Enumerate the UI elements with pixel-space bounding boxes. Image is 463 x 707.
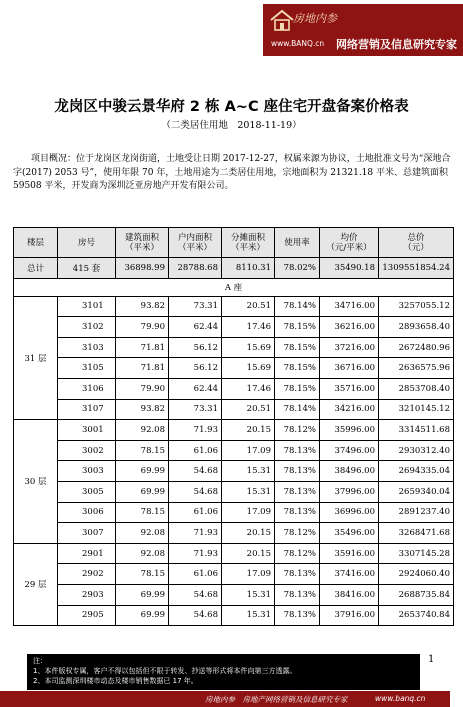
- column-header: 楼层: [14, 228, 58, 258]
- table-cell: 79.90: [116, 317, 169, 338]
- table-row: [14, 358, 454, 379]
- table-cell: 2688735.84: [379, 584, 454, 605]
- page-subtitle: （二类居住用地 2018-11-19）: [161, 120, 302, 131]
- table-cell: 73.31: [169, 296, 222, 317]
- table-cell: 78.13%: [275, 481, 320, 502]
- table-cell: 92.08: [116, 420, 169, 441]
- table-row: [14, 584, 454, 605]
- table-cell: 2636575.96: [379, 358, 454, 379]
- table-cell: 37996.00: [320, 481, 379, 502]
- table-row: [14, 420, 454, 441]
- table-cell: 69.99: [116, 584, 169, 605]
- banner-brand: 房地内参: [293, 12, 337, 25]
- table-cell: 78.12%: [275, 420, 320, 441]
- table-cell: 2891237.40: [379, 502, 454, 523]
- table-cell: 78.13%: [275, 584, 320, 605]
- table-cell: 62.44: [169, 317, 222, 338]
- table-cell: 93.82: [116, 296, 169, 317]
- table-cell: 78.12%: [275, 523, 320, 544]
- table-cell: 2930312.40: [379, 440, 454, 461]
- table-row: [14, 605, 454, 626]
- table-cell: 73.31: [169, 399, 222, 420]
- table-cell: 71.93: [169, 523, 222, 544]
- project-overview: [13, 153, 451, 194]
- table-cell: 36716.00: [320, 358, 379, 379]
- total-row: [14, 258, 454, 279]
- table-cell: 78.14%: [275, 399, 320, 420]
- table-cell: 3102: [58, 317, 116, 338]
- table-cell: 415 套: [58, 258, 116, 279]
- table-cell: 78.13%: [275, 502, 320, 523]
- table-cell: 3105: [58, 358, 116, 379]
- table-cell: 2672480.96: [379, 337, 454, 358]
- table-row: [14, 523, 454, 544]
- table-cell: 15.69: [222, 358, 275, 379]
- table-cell: 35496.00: [320, 523, 379, 544]
- table-cell: 56.12: [169, 337, 222, 358]
- column-header: 建筑面积 （平米）: [116, 228, 169, 258]
- table-cell: 2659340.04: [379, 481, 454, 502]
- table-cell: 2901: [58, 543, 116, 564]
- note-line: 1、本件版权专属，客户不得以包括但不限于转发、抄送等形式将本件向第三方透露。: [33, 667, 297, 675]
- table-cell: 3005: [58, 481, 116, 502]
- table-cell: 54.68: [169, 481, 222, 502]
- overview-text: 项目概况：位于龙岗区龙岗街道，土地受让日期 2017-12-27，权属来源为协议，土地批准文号为“深地合字(2017) 2053 号”，使用年限 70 年，土地用途为二类居住用地，宗地面积为 21321.18 平米、总建筑面积 59508 平米，开发商为深圳泛亚房地产开发有限公司。: [13, 154, 451, 191]
- notes-title: 注：: [33, 657, 47, 665]
- table-cell: 35716.00: [320, 378, 379, 399]
- table-cell: 15.31: [222, 605, 275, 626]
- footer-bar: [0, 691, 450, 707]
- table-cell: 1309551854.24: [379, 258, 454, 279]
- column-header: 使用率: [275, 228, 320, 258]
- table-cell: 61.06: [169, 564, 222, 585]
- table-cell: 3268471.68: [379, 523, 454, 544]
- table-cell: 92.08: [116, 523, 169, 544]
- table-cell: 17.46: [222, 317, 275, 338]
- table-cell: 78.13%: [275, 440, 320, 461]
- table-cell: 78.02%: [275, 258, 320, 279]
- column-header: 户内面积 （平米）: [169, 228, 222, 258]
- table-cell: 2903: [58, 584, 116, 605]
- table-cell: 78.13%: [275, 564, 320, 585]
- table-cell: 78.15: [116, 564, 169, 585]
- table-cell: 36898.99: [116, 258, 169, 279]
- table-cell: 36216.00: [320, 317, 379, 338]
- table-cell: 61.06: [169, 440, 222, 461]
- table-cell: 37496.00: [320, 440, 379, 461]
- table-cell: 69.99: [116, 605, 169, 626]
- table-cell: 54.68: [169, 461, 222, 482]
- table-cell: 61.06: [169, 502, 222, 523]
- table-row: [14, 337, 454, 358]
- table-cell: 3007: [58, 523, 116, 544]
- floor-cell: 29 层: [14, 543, 58, 625]
- table-cell: 15.31: [222, 461, 275, 482]
- footer-brand: 房地内参 房地产网络营销及信息研究专家: [205, 695, 348, 704]
- table-cell: 78.12%: [275, 543, 320, 564]
- table-cell: 71.81: [116, 337, 169, 358]
- floor-cell: 31 层: [14, 296, 58, 420]
- table-cell: 54.68: [169, 605, 222, 626]
- table-cell: 69.99: [116, 481, 169, 502]
- banner-slogan: 网络营销及信息研究专家: [336, 38, 457, 51]
- page-number: 1: [428, 654, 435, 665]
- table-cell: 8110.31: [222, 258, 275, 279]
- brand-banner: [263, 4, 463, 56]
- table-header-row: [14, 228, 454, 258]
- table-row: [14, 378, 454, 399]
- table-cell: 2924060.40: [379, 564, 454, 585]
- table-cell: 93.82: [116, 399, 169, 420]
- table-cell: 37216.00: [320, 337, 379, 358]
- table-cell: 35996.00: [320, 420, 379, 441]
- table-row: [14, 502, 454, 523]
- table-cell: 78.15%: [275, 358, 320, 379]
- table-cell: 3103: [58, 337, 116, 358]
- table-cell: 56.12: [169, 358, 222, 379]
- table-cell: 17.09: [222, 564, 275, 585]
- house-logo-icon: [269, 9, 295, 31]
- table-cell: 35916.00: [320, 543, 379, 564]
- column-header: 总价 （元）: [379, 228, 454, 258]
- table-cell: 71.93: [169, 543, 222, 564]
- table-row: [14, 296, 454, 317]
- column-header: 均价 （元/平米）: [320, 228, 379, 258]
- table-cell: 15.69: [222, 337, 275, 358]
- column-header: 房号: [58, 228, 116, 258]
- table-cell: 2893658.40: [379, 317, 454, 338]
- footer-site: www.banq.cn: [375, 694, 426, 703]
- table-row: [14, 461, 454, 482]
- table-cell: 69.99: [116, 461, 169, 482]
- table-cell: 3107: [58, 399, 116, 420]
- footer-notes: [27, 654, 420, 690]
- footer: [0, 651, 426, 707]
- table-cell: A 座: [14, 278, 454, 296]
- column-header: 分摊面积 （平米）: [222, 228, 275, 258]
- table-cell: 20.15: [222, 523, 275, 544]
- table-cell: 20.15: [222, 543, 275, 564]
- table-cell: 71.81: [116, 358, 169, 379]
- table-cell: 78.13%: [275, 605, 320, 626]
- table-cell: 总计: [14, 258, 58, 279]
- table-cell: 37916.00: [320, 605, 379, 626]
- table-cell: 2653740.84: [379, 605, 454, 626]
- table-cell: 17.46: [222, 378, 275, 399]
- table-cell: 28788.68: [169, 258, 222, 279]
- table-cell: 34716.00: [320, 296, 379, 317]
- table-row: [14, 317, 454, 338]
- table-cell: 3101: [58, 296, 116, 317]
- table-cell: 17.09: [222, 440, 275, 461]
- table-cell: 3006: [58, 502, 116, 523]
- table-cell: 71.93: [169, 420, 222, 441]
- table-cell: 2853708.40: [379, 378, 454, 399]
- table-cell: 3002: [58, 440, 116, 461]
- table-row: [14, 440, 454, 461]
- table-cell: 2902: [58, 564, 116, 585]
- table-cell: 2905: [58, 605, 116, 626]
- table-row: [14, 543, 454, 564]
- page-title: 龙岗区中骏云景华府 2 栋 A~C 座住宅开盘备案价格表: [54, 99, 409, 115]
- table-cell: 38496.00: [320, 461, 379, 482]
- table-cell: 3001: [58, 420, 116, 441]
- table-cell: 3003: [58, 461, 116, 482]
- table-cell: 3210145.12: [379, 399, 454, 420]
- table-cell: 78.15%: [275, 317, 320, 338]
- table-cell: 20.15: [222, 420, 275, 441]
- table-cell: 38416.00: [320, 584, 379, 605]
- table-cell: 78.13%: [275, 461, 320, 482]
- table-cell: 3106: [58, 378, 116, 399]
- table-cell: 20.51: [222, 399, 275, 420]
- table-cell: 36996.00: [320, 502, 379, 523]
- note-line: 2、本司监测深圳楼市动态及楼市销售数据已 17 年。: [33, 677, 198, 685]
- table-cell: 15.31: [222, 584, 275, 605]
- table-cell: 92.08: [116, 543, 169, 564]
- table-cell: 62.44: [169, 378, 222, 399]
- table-cell: 3314511.68: [379, 420, 454, 441]
- table-cell: 17.09: [222, 502, 275, 523]
- table-cell: 20.51: [222, 296, 275, 317]
- price-table: [13, 227, 454, 626]
- table-cell: 54.68: [169, 584, 222, 605]
- table-cell: 37416.00: [320, 564, 379, 585]
- table-cell: 3307145.28: [379, 543, 454, 564]
- table-cell: 35490.18: [320, 258, 379, 279]
- banner-url: www.BANQ.cn: [271, 39, 325, 48]
- table-cell: 78.14%: [275, 296, 320, 317]
- table-cell: 34216.00: [320, 399, 379, 420]
- table-cell: 79.90: [116, 378, 169, 399]
- table-cell: 78.15: [116, 502, 169, 523]
- table-cell: 3257055.12: [379, 296, 454, 317]
- table-cell: 15.31: [222, 481, 275, 502]
- table-cell: 78.15%: [275, 378, 320, 399]
- section-row: [14, 278, 454, 296]
- table-row: [14, 399, 454, 420]
- table-row: [14, 564, 454, 585]
- table-cell: 78.15: [116, 440, 169, 461]
- table-row: [14, 481, 454, 502]
- table-cell: 2694335.04: [379, 461, 454, 482]
- table-cell: 78.15%: [275, 337, 320, 358]
- floor-cell: 30 层: [14, 420, 58, 544]
